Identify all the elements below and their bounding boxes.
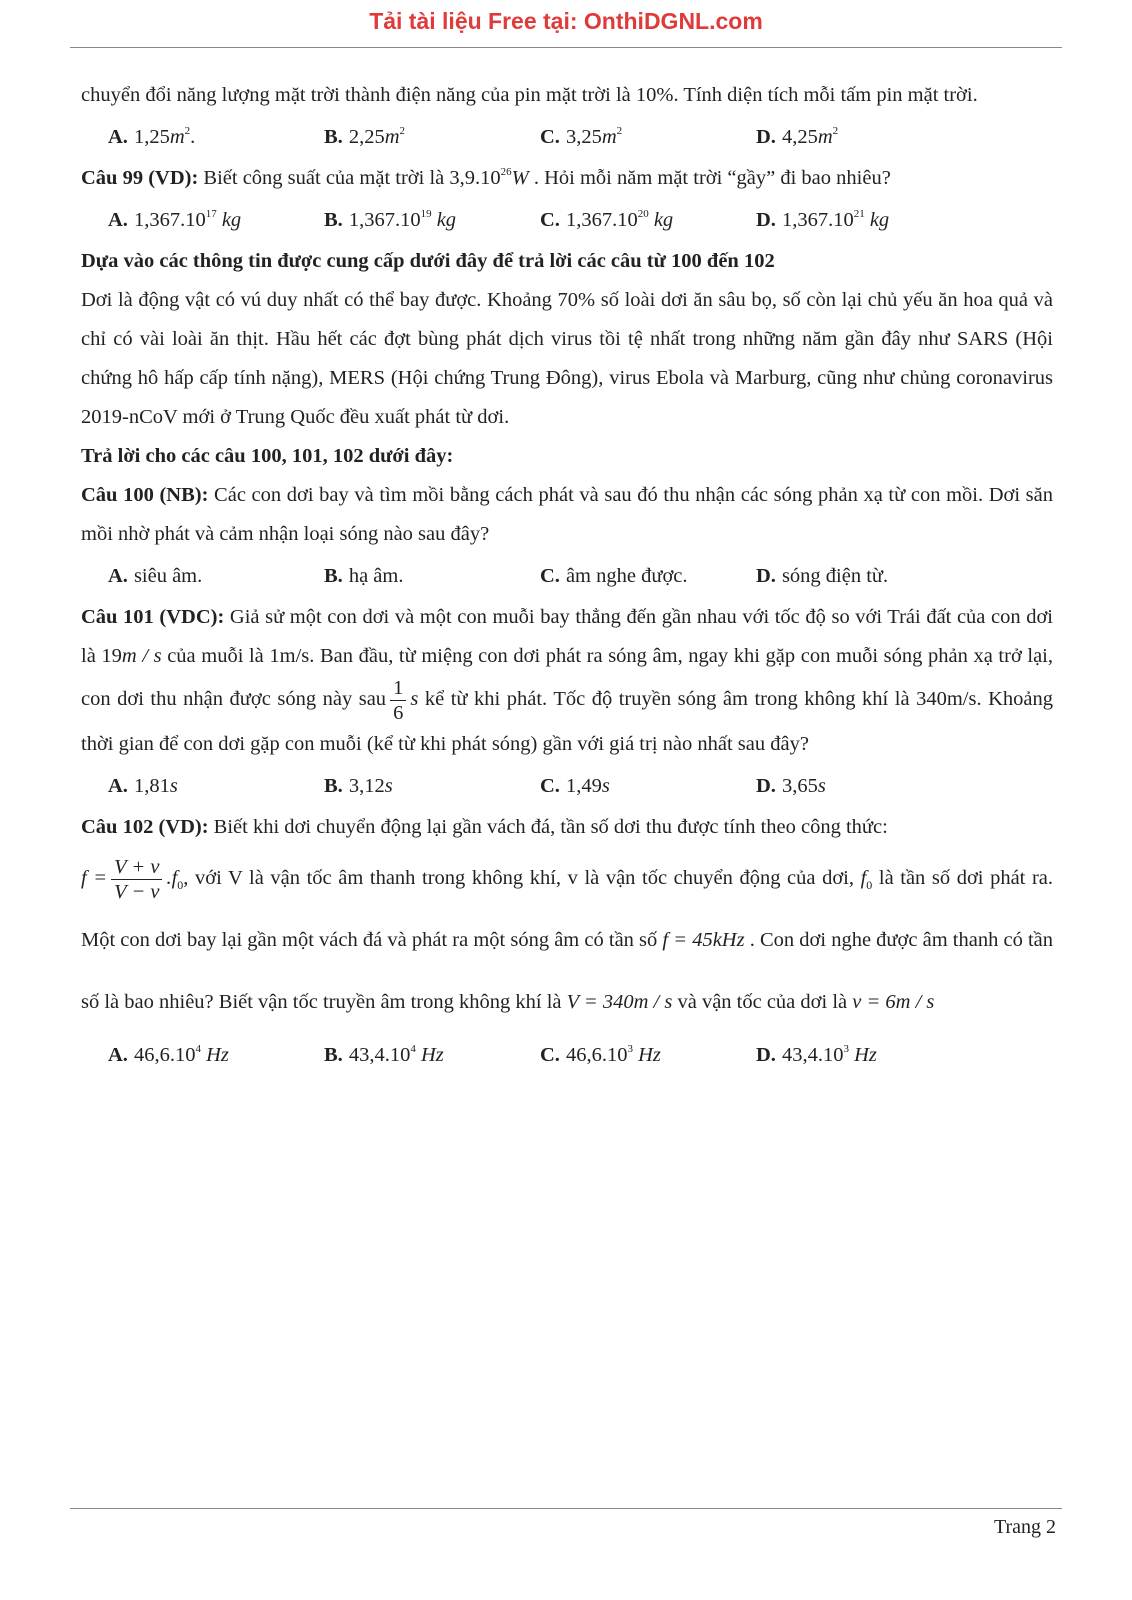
q102-heading: Câu 102 (VD): [81, 816, 209, 838]
q98-option-d[interactable]: D. $4,25m^2$ [756, 124, 839, 148]
page-number: Trang 2 [993, 1516, 1056, 1538]
q98-option-b[interactable]: B. $2,25m^2$ [324, 124, 405, 148]
q98-option-a[interactable]: A. $1,25m^2$. [108, 124, 196, 148]
q100-heading: Câu 100 (NB): [81, 484, 209, 506]
q98-text: chuyển đổi năng lượng mặt trời thành điện năng của pin mặt trời là 10%. Tính diện tích mỗi tấm pin mặt trời. [81, 84, 978, 106]
q102-option-c[interactable]: C. 46,6.10$^3$ Hz [540, 1042, 661, 1066]
q102-option-b[interactable]: B. 43,4.10$^4$ Hz [324, 1042, 444, 1066]
q102-text: Câu 102 (VD): Biết khi dơi chuyển động lại gần vách đá, tần số dơi thu được tính theo công thức: [81, 816, 888, 838]
header-divider [70, 47, 1062, 48]
q100-text: Câu 100 (NB): Các con dơi bay và tìm mồi bằng cách phát và sau đó thu nhận các sóng phản xạ từ con mồi. Dơi săn mồi nhờ phát và cảm nhận loại sóng nào sau đây? [81, 484, 1054, 545]
q99-options [81, 198, 1053, 242]
q99-option-a[interactable]: A. 1,367.10$^{17}$ kg [108, 207, 242, 231]
q102-formula-fraction: $\frac{V + v}{V - v}$ [111, 855, 162, 904]
q99-option-d[interactable]: D. 1,367.10$^{21}$ kg [756, 207, 890, 231]
q101-option-c[interactable]: C. 1,49s [540, 774, 610, 797]
q99-text: Câu 99 (VD): Biết công suất của mặt trời là 3,9.10$^{26}$W . Hỏi mỗi năm mặt trời “gầy” đi bao nhiêu? [81, 166, 891, 189]
q99-option-b[interactable]: B. 1,367.10$^{19}$ kg [324, 207, 457, 231]
q100-option-c[interactable]: C. âm nghe được. [540, 564, 688, 587]
q102-options [81, 1033, 1053, 1077]
q101-options [81, 764, 1053, 808]
q98-options [81, 115, 1053, 159]
passage-body: Dơi là động vật có vú duy nhất có thể bay được. Khoảng 70% số loài dơi ăn sâu bọ, số còn lại chủ yếu ăn hoa quả và chỉ có vài loài ăn thịt. Hầu hết các đợt bùng phát dịch virus tồi tệ nhất trong những năm gần đây như SARS (Hội chứng hô hấp cấp tính nặng), MERS (Hội chứng Trung Đông), virus Ebola và Marburg, cũng như chủng coronavirus 2019-nCoV mới ở Trung Quốc đều xuất phát từ dơi. [81, 289, 1053, 428]
passage-heading: Dựa vào các thông tin được cung cấp dưới đây để trả lời các câu từ 100 đến 102 [81, 250, 775, 272]
q100-option-a[interactable]: A. siêu âm. [108, 564, 203, 587]
q101-text: Câu 101 (VDC): Giả sử một con dơi và một con muỗi bay thẳng đến gần nhau với tốc độ so với Trái đất của con dơi là 19m / s của muỗi là 1m/s. Ban đầu, từ miệng con dơi phát ra sóng âm, ngay khi gặp con muỗi sóng phản xạ trở lại, con dơi thu nhận được sóng này sau $\frac{1}{6}$ s kể từ khi phát. Tốc độ truyền sóng âm trong không khí là 340m/s. Khoảng thời gian để con dơi gặp con muỗi (kể từ khi phát sóng) gần với giá trị nào nhất sau đây? [81, 606, 1053, 755]
footer-divider [70, 1508, 1062, 1509]
q100-option-d[interactable]: D. sóng điện từ. [756, 564, 889, 587]
page-content [81, 76, 1053, 1077]
q102-formula-line: f = $\frac{V + v}{V - v}$ $.f_0$, với V là vận tốc âm thanh trong không khí, v là vận tốc chuyển động của dơi, $f_0$ là tần số dơi phát ra. Một con dơi bay lại gần một vách đá và phát ra một sóng âm có tần số f = 45kHz . Con dơi nghe được âm thanh có tần số là bao nhiêu? Biết vận tốc truyền âm trong không khí là V = 340m / s và vận tốc của dơi là v = 6m / s [81, 855, 1054, 1013]
q99-option-c[interactable]: C. 1,367.10$^{20}$ kg [540, 207, 674, 231]
q101-option-d[interactable]: D. 3,65s [756, 774, 826, 797]
q102-option-d[interactable]: D. 43,4.10$^3$ Hz [756, 1042, 877, 1066]
q102-option-a[interactable]: A. 46,6.10$^4$ Hz [108, 1042, 229, 1066]
q101-option-b[interactable]: B. 3,12s [324, 774, 393, 797]
q101-heading: Câu 101 (VDC): [81, 606, 225, 628]
passage-instruction: Trả lời cho các câu 100, 101, 102 dưới đây: [81, 445, 454, 467]
q99-heading: Câu 99 (VD): [81, 167, 199, 189]
q101-option-a[interactable]: A. 1,81s [108, 774, 178, 797]
q100-option-b[interactable]: B. hạ âm. [324, 564, 404, 587]
q100-options [81, 554, 1053, 598]
q98-option-c[interactable]: C. $3,25m^2$ [540, 124, 623, 148]
site-header-banner[interactable]: Tải tài liệu Free tại: OnthiDGNL.com [369, 8, 763, 34]
q101-fraction: $\frac{1}{6}$ [390, 676, 406, 725]
